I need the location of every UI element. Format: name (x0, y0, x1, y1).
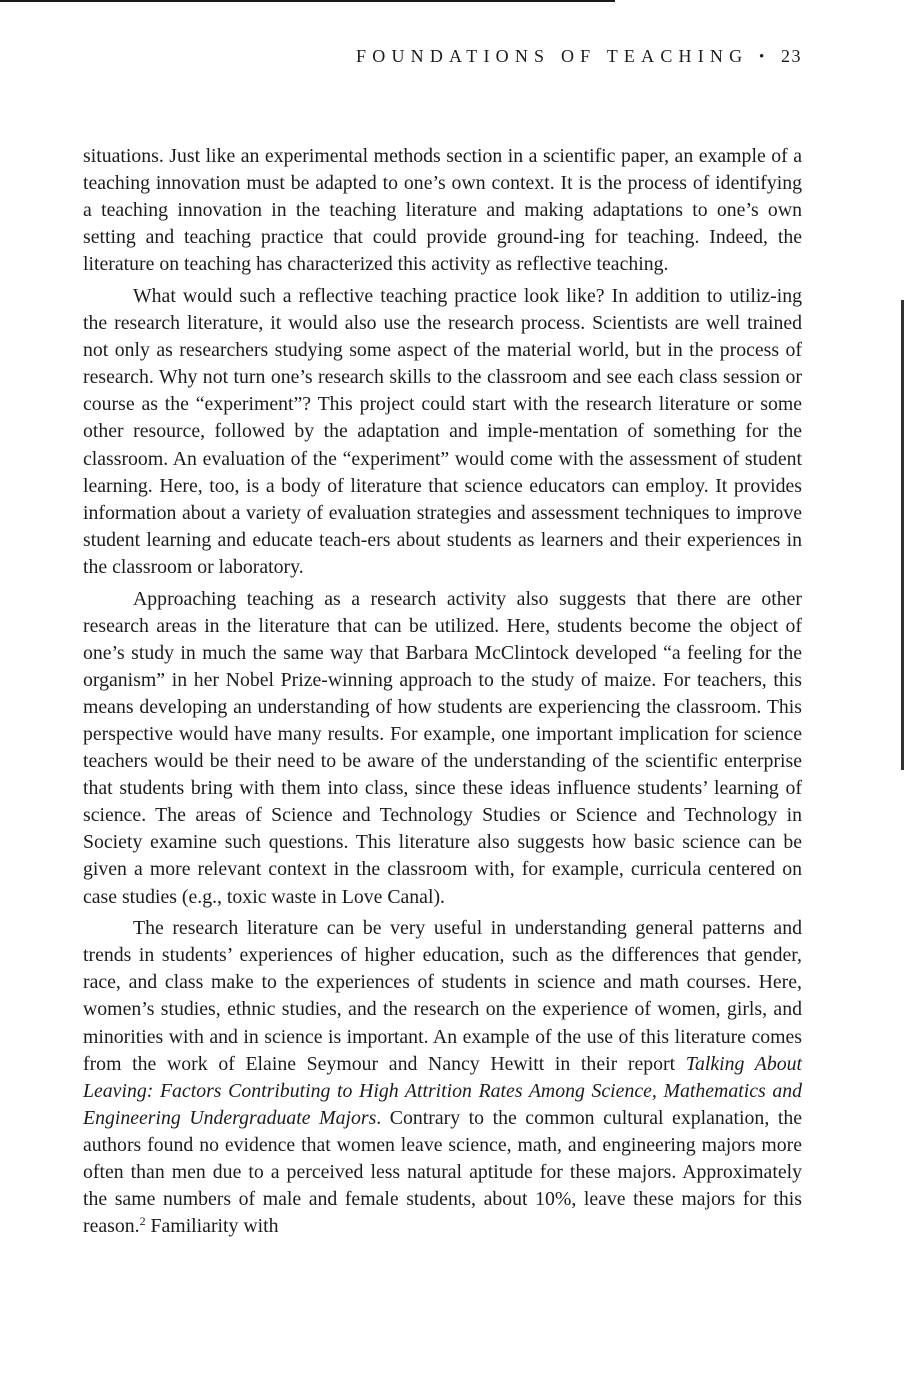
top-scan-rule (0, 0, 615, 2)
paragraph-4-text-b: . Contrary to the common cultural explanation, the authors found no evidence that women leave science, math, and engineering majors more often than men due to a perceived less natural aptitude for these majors. Approximately the same numbers of male and female students, about 10%, leave these majors for this reason. (83, 1106, 802, 1238)
paragraph-3: Approaching teaching as a research activity also suggests that there are other research areas in the literature that can be utilized. Here, students become the object of one’s study in much the same way that Barbara McClintock developed “a feeling for the organism” in her Nobel Prize-winning approach to the study of maize. For teachers, this means developing an understanding of how students are experiencing the classroom. This perspective would have many results. For example, one important implication for science teachers would be their need to be aware of the understanding of the scientific enterprise that students bring with them into class, since these ideas influence students’ learning of science. The areas of Science and Technology Studies or Science and Technology in Society examine such questions. This literature also suggests how basic science can be given a more relevant context in the classroom with, for example, curricula centered on case studies (e.g., toxic waste in Love Canal). (83, 587, 802, 908)
header-bullet: • (759, 49, 771, 65)
body-text (83, 143, 802, 1245)
paragraph-4 (83, 915, 802, 1240)
running-header-title: FOUNDATIONS OF TEACHING (356, 46, 749, 66)
running-header (356, 44, 802, 70)
paragraph-1: situations. Just like an experimental methods section in a scientific paper, an example of a teaching innovation must be adapted to one’s own context. It is the process of identifying a teaching innovation in the teaching literature and making adaptations to one’s own setting and teaching practice that could provide ground-ing for teaching. Indeed, the literature on teaching has characterized this activity as reflective teaching. (83, 145, 802, 276)
page-number: 23 (781, 46, 802, 66)
report-title: Talking About Leaving: Factors Contributing to High Attrition Rates Among Science, Mathematics and Engineering Undergraduate Majors (83, 1052, 802, 1129)
footnote-marker: 2 (139, 1214, 146, 1229)
scan-edge-mark (901, 300, 904, 770)
paragraph-2: What would such a reflective teaching practice look like? In addition to utiliz-ing the research literature, it would also use the research process. Scientists are well trained not only as researchers studying some aspect of the material world, but in the process of research. Why not turn one’s research skills to the classroom and see each class session or course as the “experiment”? This project could start with the research literature or some other resource, followed by the adaptation and imple-mentation of something for the classroom. An evaluation of the “experiment” would come with the assessment of student learning. Here, too, is a body of literature that science educators can employ. It provides information about a variety of evaluation strategies and assessment techniques to improve student learning and educate teach-ers about students as learners and their experiences in the classroom or laboratory. (83, 284, 802, 578)
paragraph-4-text-c: Familiarity with (145, 1215, 279, 1238)
paragraph-4-text-a: The research literature can be very useful in understanding general patterns and trends in students’ experiences of higher education, such as the differences that gender, race, and class make to the experiences of students in science and math courses. Here, women’s studies, ethnic studies, and the research on the experience of women, girls, and minorities with and in science is important. An example of the use of this literature comes from the work of Elaine Seymour and Nancy Hewitt in their report (83, 917, 802, 1075)
